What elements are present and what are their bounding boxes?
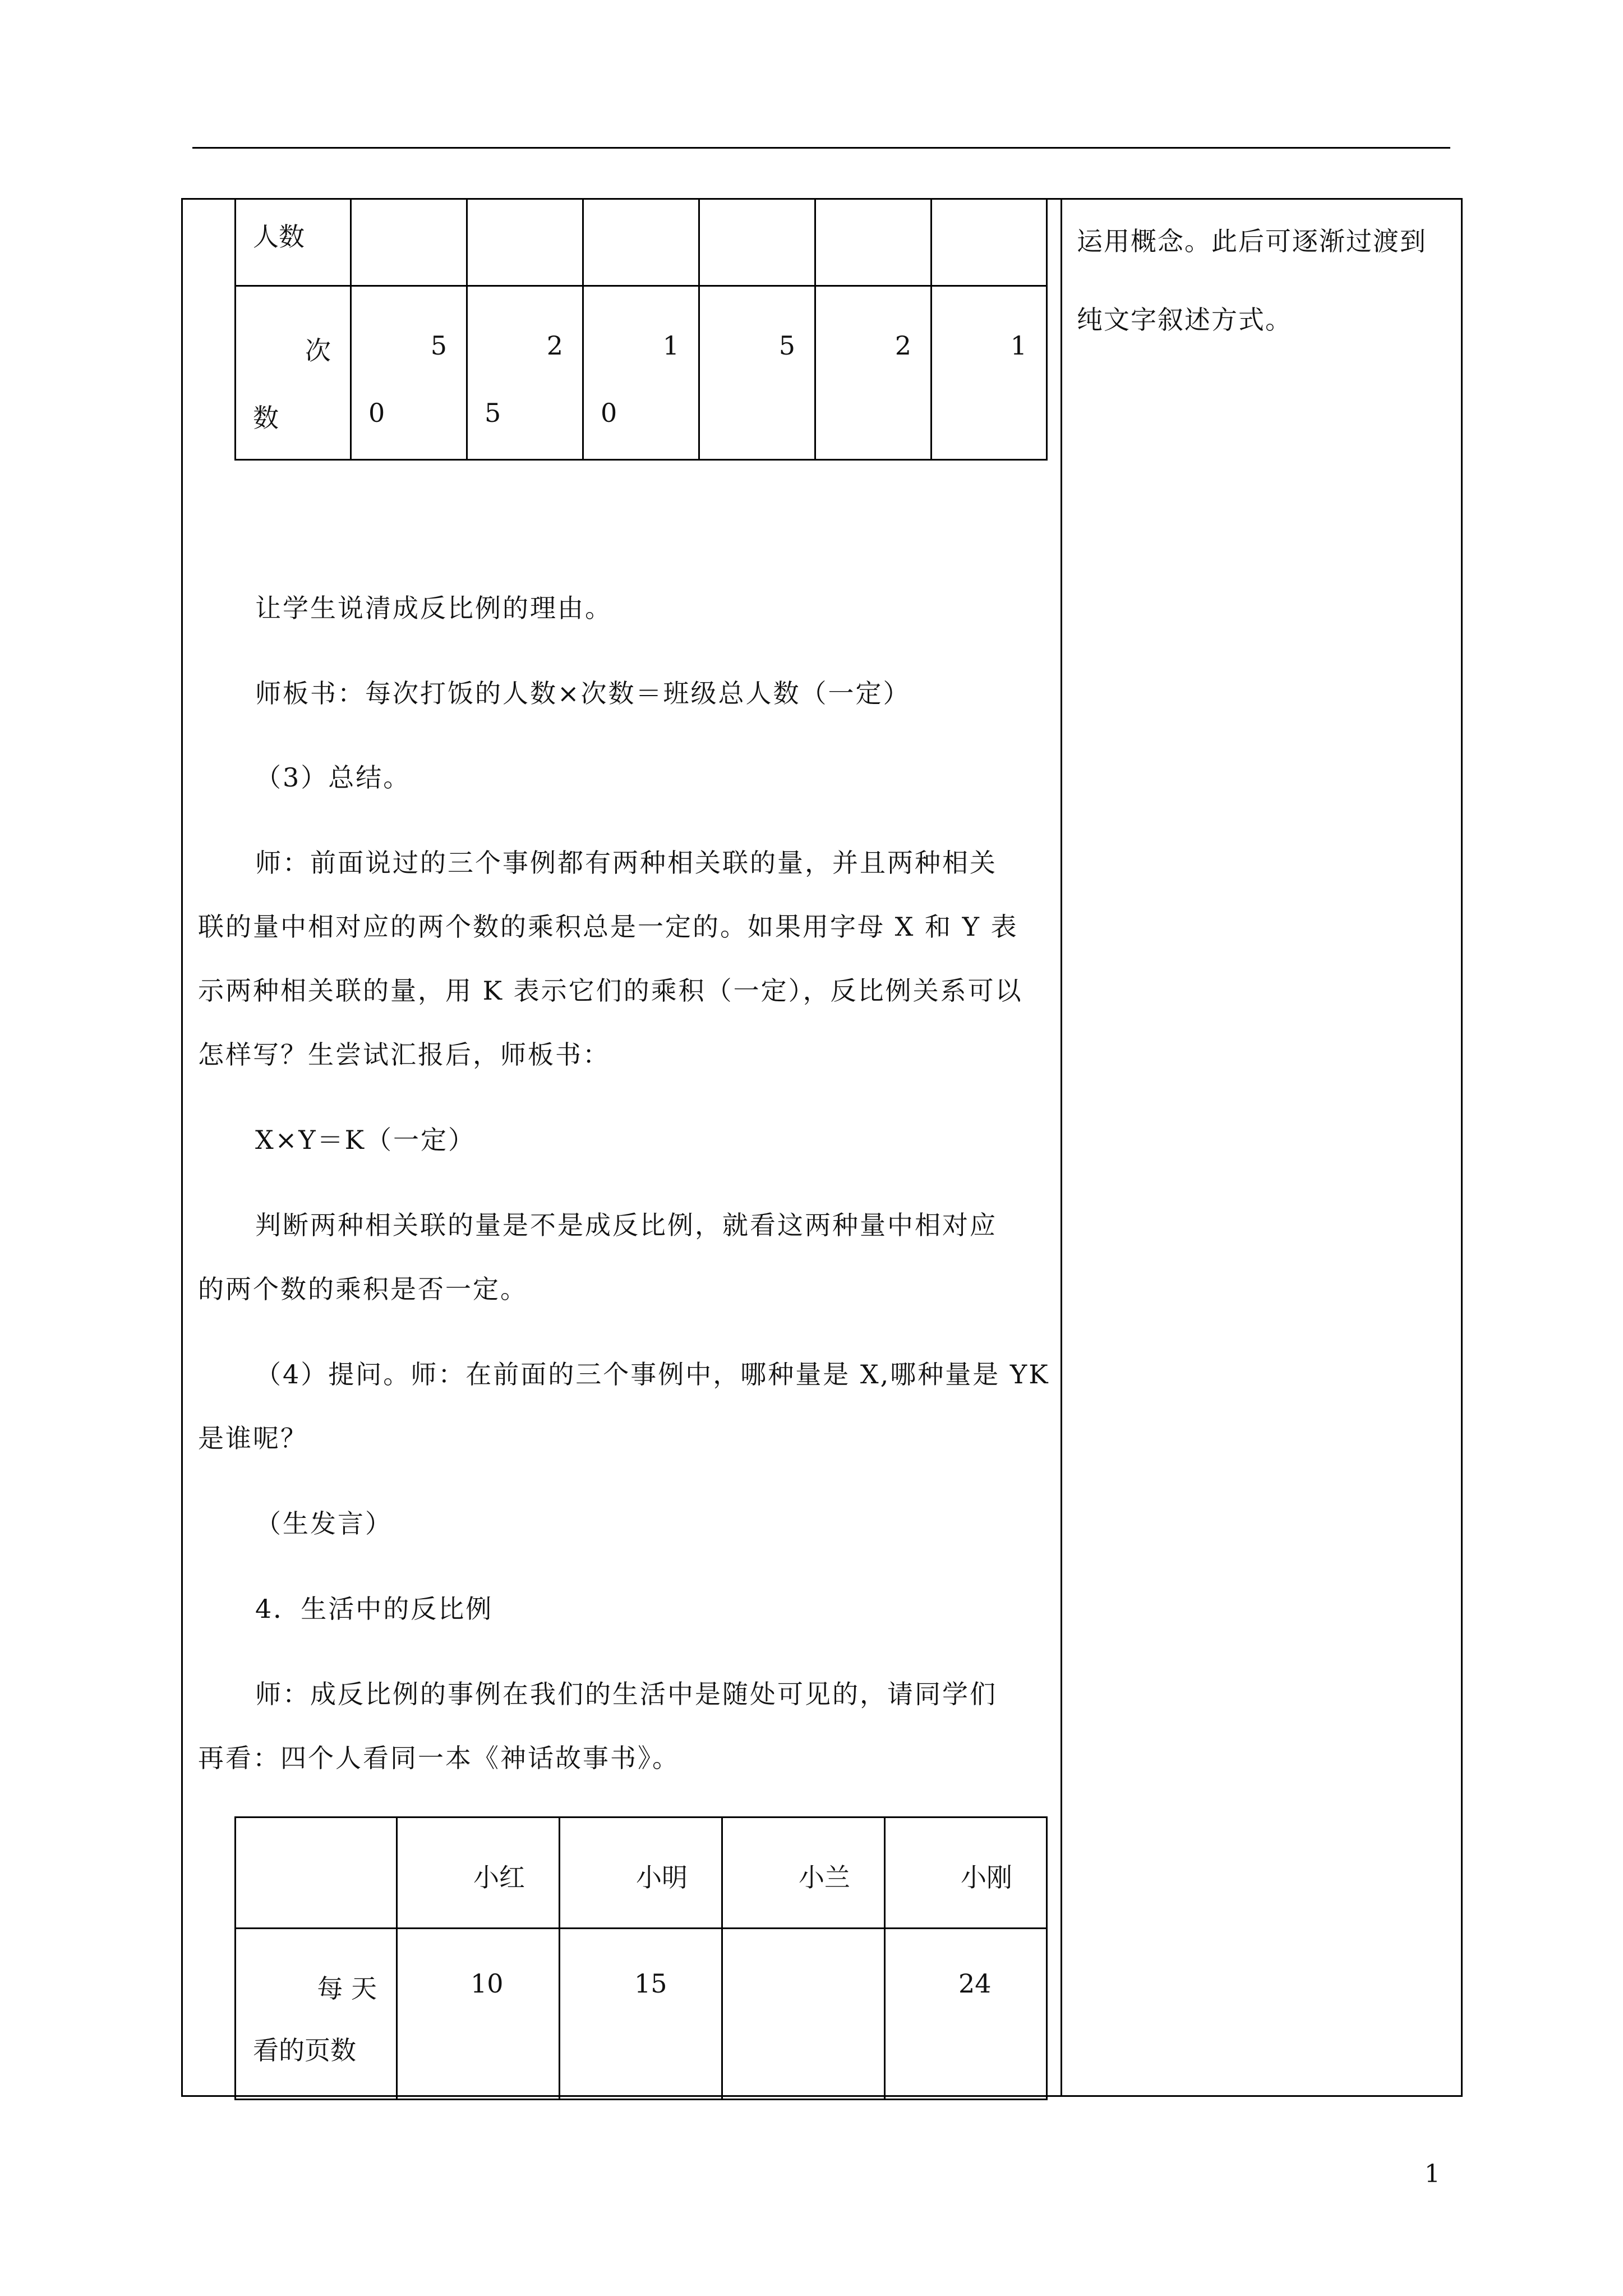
table-cell [699,199,815,286]
paragraph: （4）提问。师：在前面的三个事例中，哪种量是 X,哪种量是 YK [255,1359,1050,1389]
table-corner [236,1818,397,1929]
row-label-pages: 每 天 看的页数 [236,1929,397,2100]
header-rule [192,147,1450,149]
table-header: 小刚 [885,1818,1047,1929]
paragraph: 的两个数的乘积是否一定。 [198,1274,528,1304]
paragraph: 怎样写？生尝试汇报后，师板书： [198,1039,610,1070]
table-cell [722,1929,885,2100]
table-cell: 15 [560,1929,722,2100]
table-header: 小明 [560,1818,722,1929]
table-cell [932,199,1047,286]
row-label-times: 次 数 [236,286,351,460]
table-cell: 2 [815,286,932,460]
formula: X×Y＝K（一定） [255,1125,476,1155]
table-header: 小红 [397,1818,560,1929]
paragraph: 让学生说清成反比例的理由。 [255,593,612,623]
table-cell [467,199,583,286]
paragraph: 联的量中相对应的两个数的乘积总是一定的。如果用字母 X 和 Y 表 [198,912,1018,942]
table-cell: 1 0 [583,286,699,460]
serving-table [234,198,1048,461]
paragraph: （生发言） [255,1508,393,1539]
table-cell: 5 0 [351,286,467,460]
paragraph: 是谁呢？ [198,1423,308,1453]
paragraph: 师：成反比例的事例在我们的生活中是随处可见的，请同学们 [255,1679,997,1709]
table-header: 小兰 [722,1818,885,1929]
table-cell [815,199,932,286]
table-cell: 5 [699,286,815,460]
column-divider [1061,198,1062,2097]
reading-table [234,1816,1048,2100]
table-cell: 10 [397,1929,560,2100]
paragraph: 判断两种相关联的量是不是成反比例，就看这两种量中相对应 [255,1210,997,1240]
teaching-note [1077,202,1447,359]
table-cell: 1 [932,286,1047,460]
table-cell [351,199,467,286]
page-number: 1 [1424,2160,1440,2188]
section-heading: 4．生活中的反比例 [255,1594,494,1624]
paragraph: 师板书：每次打饭的人数×次数＝班级总人数（一定） [255,678,911,708]
paragraph: 师：前面说过的三个事例都有两种相关联的量，并且两种相关 [255,848,997,878]
table-cell [583,199,699,286]
table-cell: 2 5 [467,286,583,460]
note-line: 纯文字叙述方式。 [1077,305,1292,335]
row-label-people: 人数 [236,199,351,286]
note-line: 运用概念。此后可逐渐过渡到 [1077,226,1427,256]
paragraph: 示两种相关联的量，用 K 表示它们的乘积（一定），反比例关系可以 [198,976,1023,1006]
table-cell: 24 [885,1929,1047,2100]
paragraph: 再看：四个人看同一本《神话故事书》。 [198,1743,680,1773]
paragraph: （3）总结。 [255,762,411,793]
